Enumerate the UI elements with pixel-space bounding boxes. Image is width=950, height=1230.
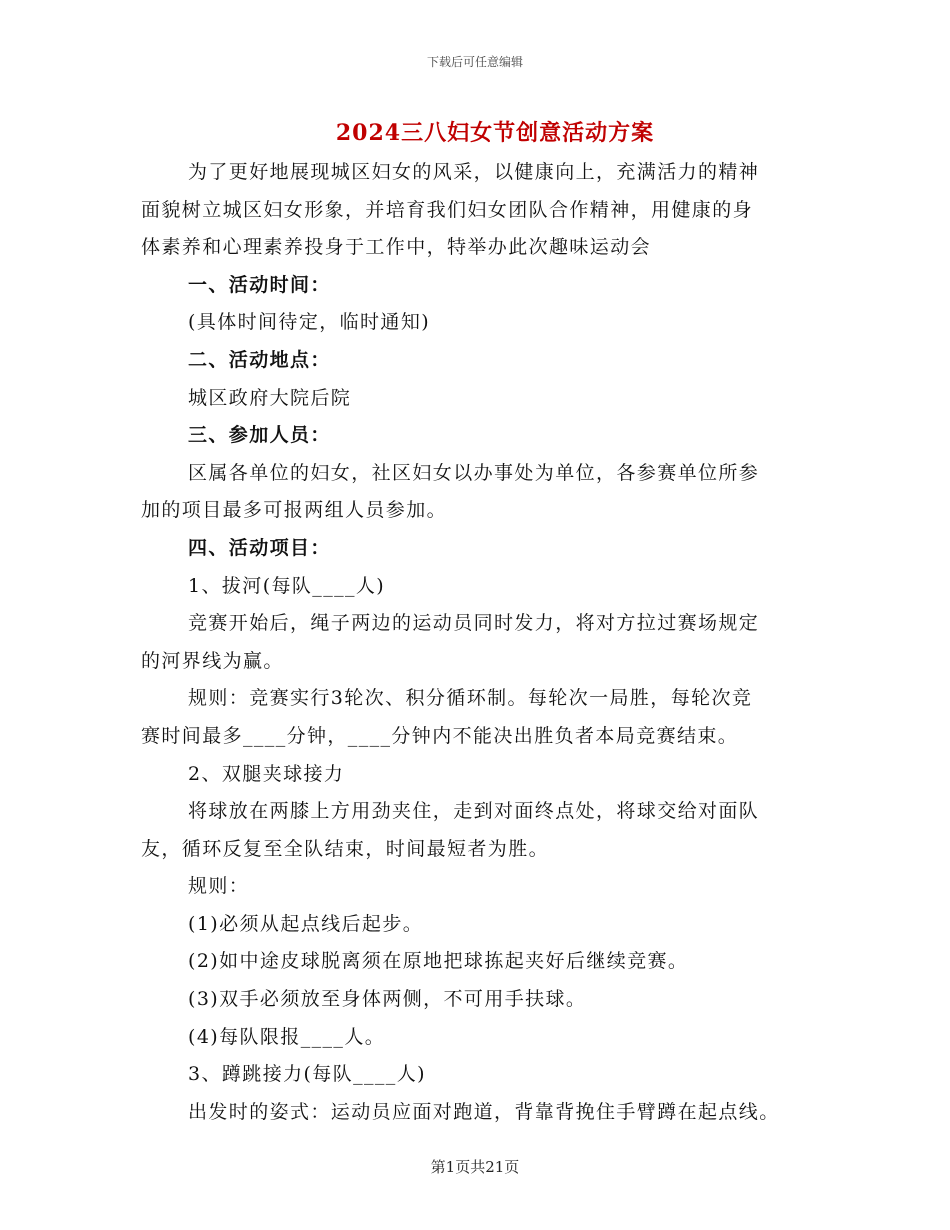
paragraph-line: (具体时间待定，临时通知) [188,311,431,334]
section-heading: 三、参加人员： [188,424,331,447]
paragraph-line: 区属各单位的妇女，社区妇女以办事处为单位，各参赛单位所参 [188,461,760,484]
paragraph-line: 加的项目最多可报两组人员参加。 [141,499,448,522]
paragraph-line: 竞赛开始后，绳子两边的运动员同时发力，将对方拉过赛场规定 [188,612,760,635]
paragraph-line: (1)必须从起点线后起步。 [188,912,424,935]
section-heading: 二、活动地点： [188,348,331,371]
page-footer: 第1页共21页 [430,1158,520,1176]
paragraph-line: 面貌树立城区妇女形象，并培育我们妇女团队合作精神，用健康的身 [141,198,754,221]
document-body [141,154,811,1131]
paragraph-line: 出发时的姿式：运动员应面对跑道，背靠背挽住手臂蹲在起点线。 [188,1100,780,1123]
section-heading: 一、活动时间： [188,273,331,296]
header-note: 下载后可任意编辑 [426,55,523,69]
paragraph-line: 为了更好地展现城区妇女的风采，以健康向上，充满活力的精神 [188,161,760,183]
paragraph-line: 将球放在两膝上方用劲夹住，走到对面终点处，将球交给对面队 [188,800,760,823]
paragraph-line: (4)每队限报____人。 [188,1025,386,1048]
paragraph-line: 2、双腿夹球接力 [188,762,345,785]
document-title: 2024三八妇女节创意活动方案 [335,120,655,146]
paragraph-line: 1、拔河(每队____人) [188,574,386,597]
paragraph-line: 赛时间最多____分钟，____分钟内不能决出胜负者本局竞赛结束。 [141,724,739,747]
paragraph-line: 的河界线为赢。 [141,649,284,672]
paragraph-line: 友，循环反复至全队结束，时间最短者为胜。 [141,837,550,860]
paragraph-line: (2)如中途皮球脱离须在原地把球拣起夹好后继续竞赛。 [188,950,689,973]
section-heading: 四、活动项目： [188,536,331,559]
paragraph-line: 规则： [188,875,250,898]
paragraph-line: (3)双手必须放至身体两侧，不可用手扶球。 [188,988,587,1011]
paragraph-line: 规则：竞赛实行3轮次、积分循环制。每轮次一局胜，每轮次竞 [188,687,753,710]
paragraph-line: 3、蹲跳接力(每队____人) [188,1063,426,1086]
paragraph-line: 体素养和心理素养投身于工作中，特举办此次趣味运动会 [141,236,652,259]
paragraph-line: 城区政府大院后院 [188,386,352,409]
